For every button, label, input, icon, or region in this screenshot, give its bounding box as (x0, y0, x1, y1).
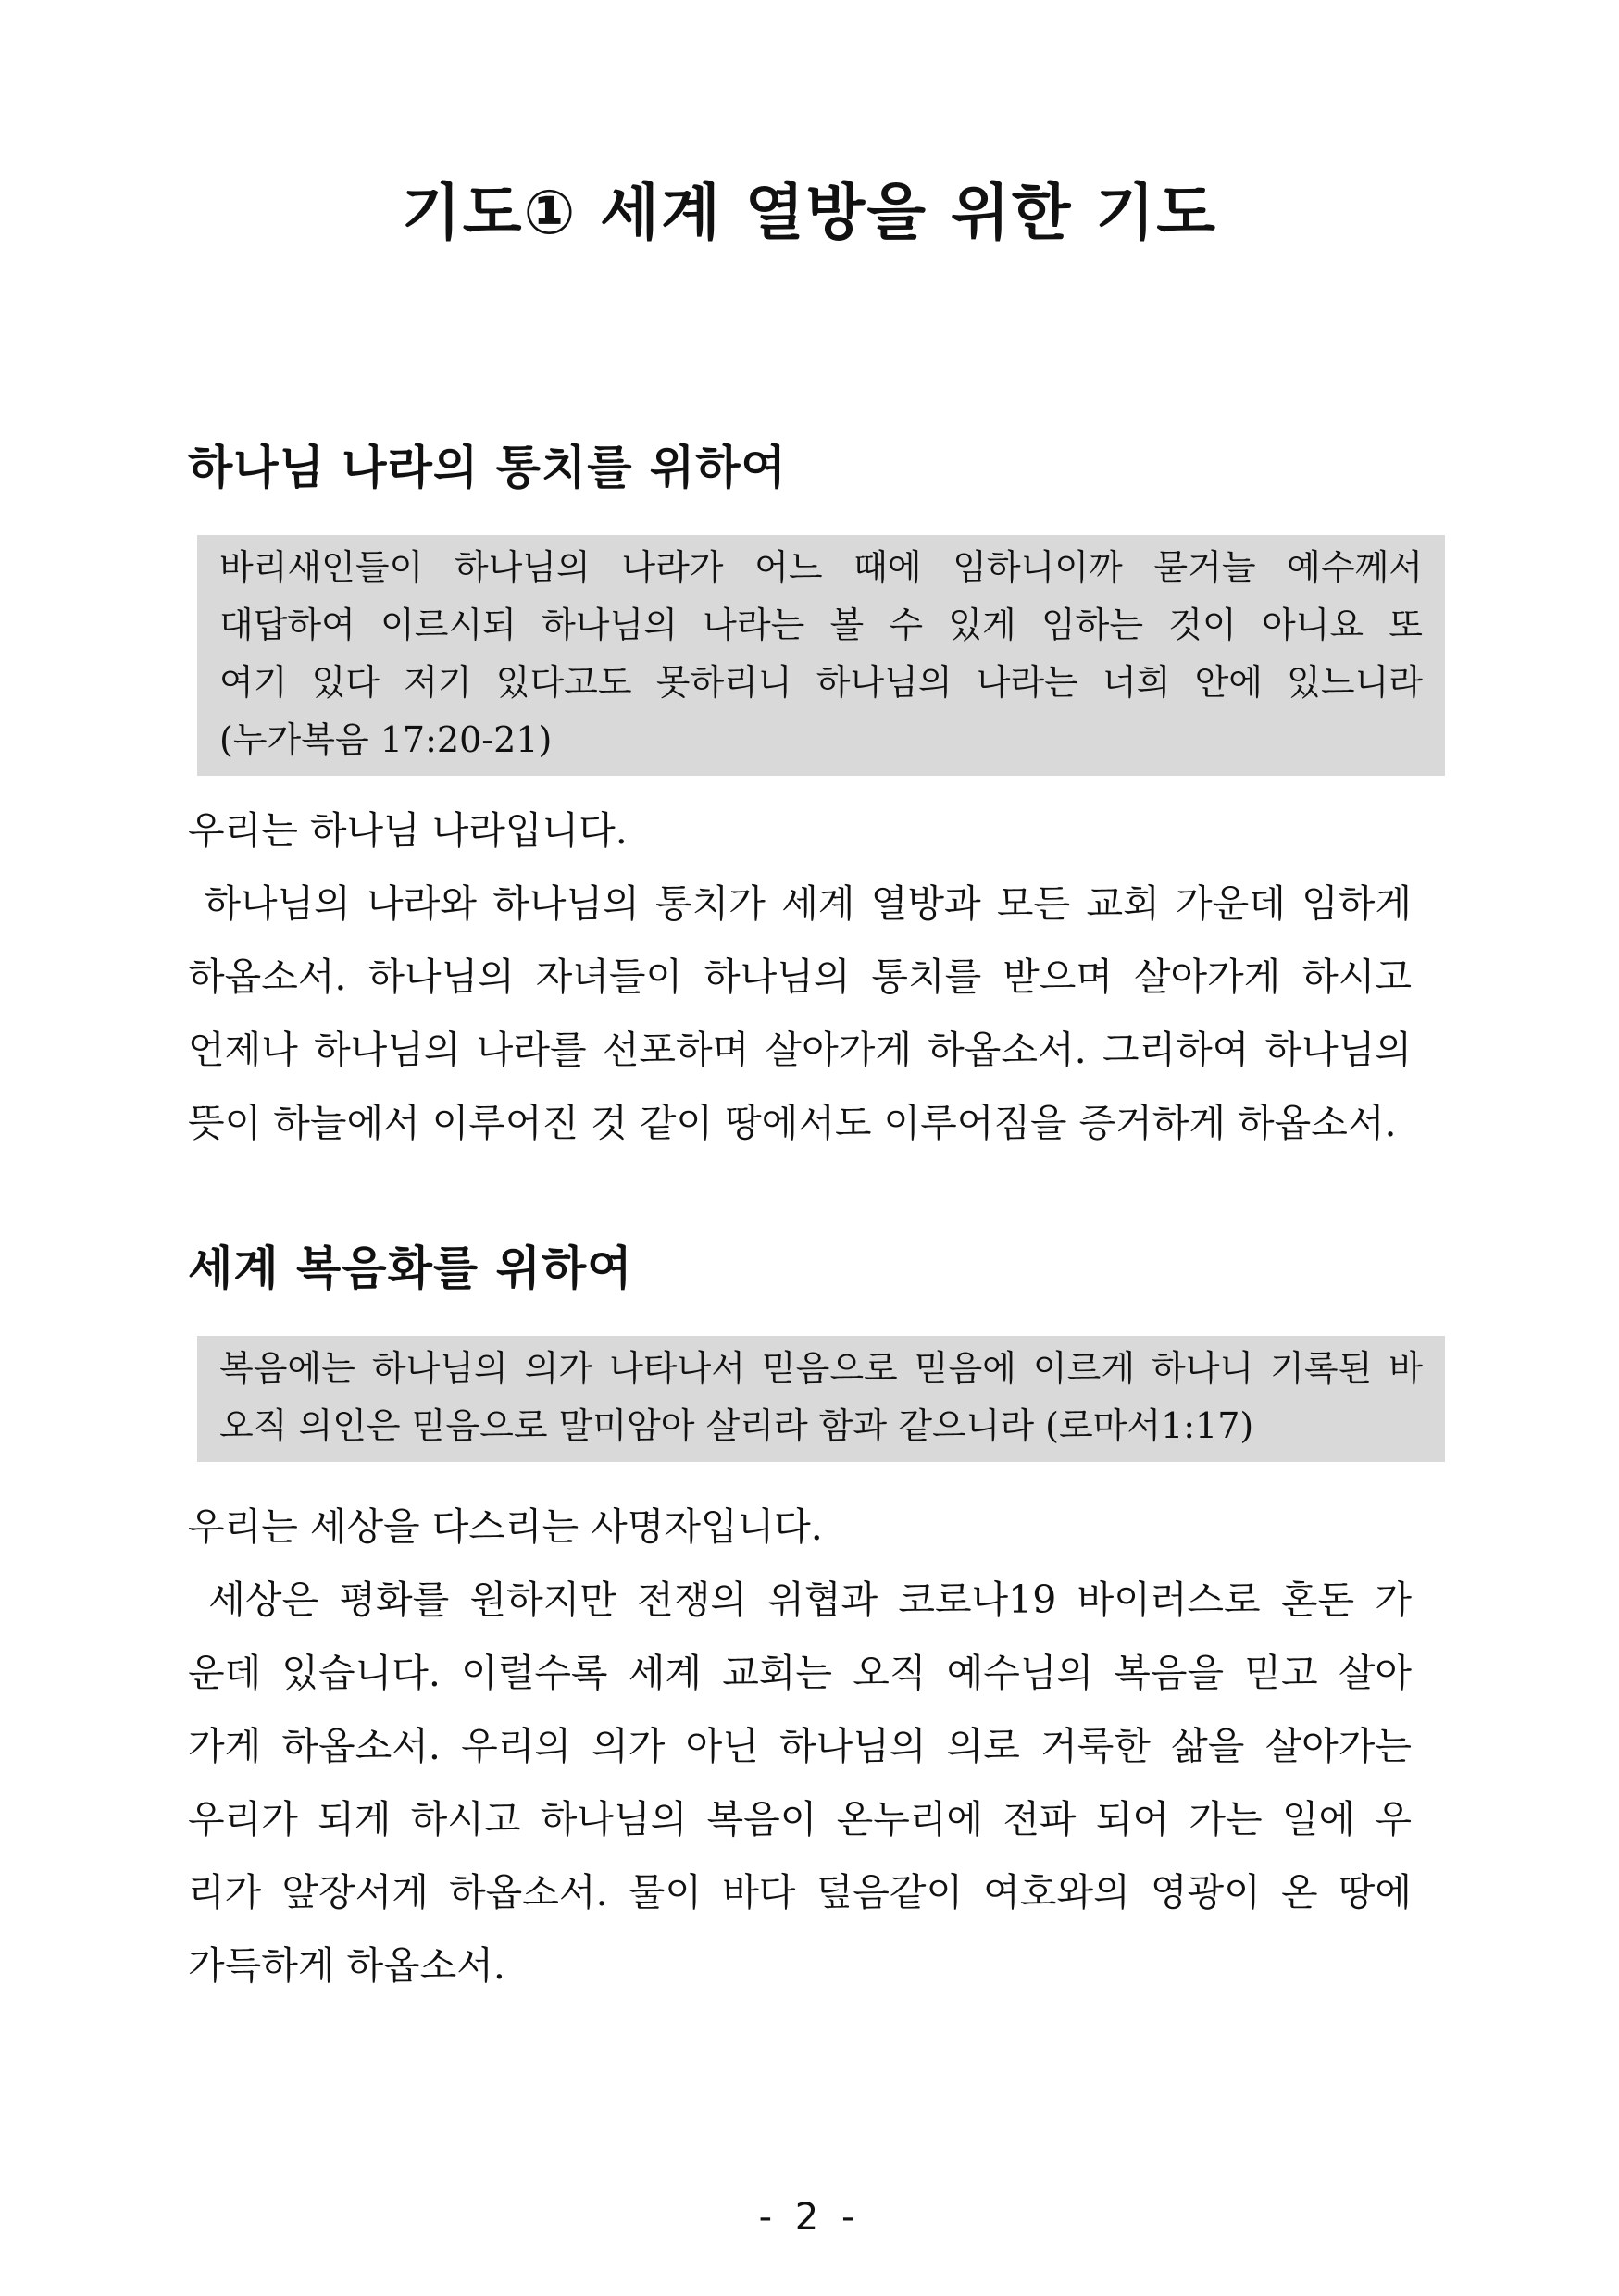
section-heading-kingdom: 하나님 나라의 통치를 위하여 (188, 441, 787, 494)
page-number: - 2 - (758, 2196, 861, 2239)
scripture-line: 오직 의인은 믿음으로 말미암아 살리라 함과 같으니라 (로마서1:17) (219, 1405, 1254, 1446)
prayer-line: 리가 앞장서게 하옵소서. 물이 바다 덮음같이 여호와의 영광이 온 땅에 (188, 1870, 1412, 1915)
scripture-line: 대답하여 이르시되 하나님의 나라는 볼 수 있게 임하는 것이 아니요 또 (219, 605, 1423, 645)
scripture-reference: (누가복음 17:20-21) (219, 719, 553, 760)
prayer-line: 가게 하옵소서. 우리의 의가 아닌 하나님의 의로 거룩한 삶을 살아가는 (188, 1724, 1412, 1768)
prayer-line: 뜻이 하늘에서 이루어진 것 같이 땅에서도 이루어짐을 증거하게 하옵소서. (188, 1101, 1397, 1145)
prayer-paragraph-evangelization (188, 1491, 1412, 2003)
section-heading-evangelization: 세계 복음화를 위하여 (188, 1242, 633, 1295)
scripture-quote-box (197, 1336, 1445, 1462)
page-title: 기도① 세계 열방을 위한 기도 (401, 177, 1218, 248)
prayer-line: 하나님의 나라와 하나님의 통치가 세계 열방과 모든 교회 가운데 임하게 (188, 881, 1412, 926)
prayer-line: 언제나 하나님의 나라를 선포하며 살아가게 하옵소서. 그리하여 하나님의 (188, 1028, 1412, 1072)
scripture-line: 복음에는 하나님의 의가 나타나서 믿음으로 믿음에 이르게 하나니 기록된 바 (219, 1348, 1423, 1389)
prayer-line: 운데 있습니다. 이럴수록 세계 교회는 오직 예수님의 복음을 믿고 살아 (188, 1651, 1412, 1695)
prayer-line: 하옵소서. 하나님의 자녀들이 하나님의 통치를 받으며 살아가게 하시고 (188, 955, 1412, 999)
prayer-line: 우리는 세상을 다스리는 사명자입니다. (188, 1504, 823, 1549)
prayer-line: 세상은 평화를 원하지만 전쟁의 위협과 코로나19 바이러스로 혼돈 가 (188, 1578, 1412, 1622)
scripture-line: 여기 있다 저기 있다고도 못하리니 하나님의 나라는 너희 안에 있느니라 (219, 662, 1423, 703)
scripture-line: 바리새인들이 하나님의 나라가 어느 때에 임하니이까 묻거늘 예수께서 (219, 547, 1423, 588)
prayer-line: 우리가 되게 하시고 하나님의 복음이 온누리에 전파 되어 가는 일에 우 (188, 1797, 1412, 1841)
prayer-line: 가득하게 하옵소서. (188, 1943, 505, 1988)
prayer-paragraph-kingdom (188, 794, 1412, 1160)
prayer-line: 우리는 하나님 나라입니다. (188, 808, 628, 853)
scripture-quote-box (197, 535, 1445, 776)
